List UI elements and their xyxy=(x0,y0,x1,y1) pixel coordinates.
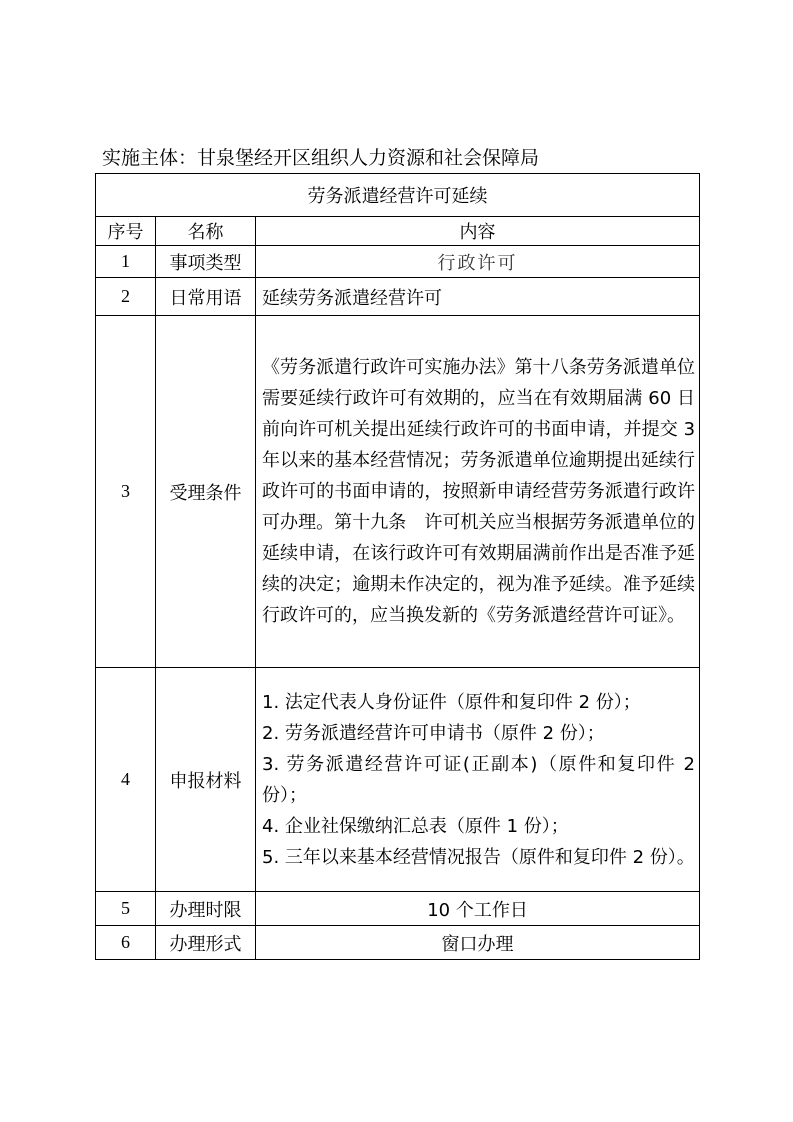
column-header-content: 内容 xyxy=(256,217,700,246)
row-number: 6 xyxy=(96,926,156,960)
table-header-row xyxy=(96,217,700,246)
table-title-row xyxy=(96,174,700,217)
common-term-value: 延续劳务派遣经营许可 xyxy=(256,278,700,316)
row-number: 5 xyxy=(96,892,156,926)
row-number: 4 xyxy=(96,668,156,892)
processing-time-value: 10 个工作日 xyxy=(256,892,700,926)
material-item: 5. 三年以来基本经营情况报告（原件和复印件 2 份）。 xyxy=(262,846,695,868)
item-type-value: 行政许可 xyxy=(256,246,700,278)
table-row xyxy=(96,668,700,892)
material-item: 1. 法定代表人身份证件（原件和复印件 2 份）； xyxy=(262,691,641,713)
material-item: 3. 劳务派遣经营许可证(正副本)（原件和复印件 2 份）； xyxy=(262,753,696,806)
row-name: 日常用语 xyxy=(156,278,256,316)
column-header-name: 名称 xyxy=(156,217,256,246)
table-row xyxy=(96,926,700,960)
row-name: 受理条件 xyxy=(156,316,256,668)
row-number: 3 xyxy=(96,316,156,668)
material-item: 4. 企业社保缴纳汇总表（原件 1 份）； xyxy=(262,815,569,837)
row-number: 2 xyxy=(96,278,156,316)
row-name: 申报材料 xyxy=(156,668,256,892)
column-header-no: 序号 xyxy=(96,217,156,246)
processing-form-value: 窗口办理 xyxy=(256,926,700,960)
service-item-table xyxy=(95,173,700,960)
row-number: 1 xyxy=(96,246,156,278)
table-row xyxy=(96,278,700,316)
application-materials-list xyxy=(256,668,700,892)
row-name: 办理时限 xyxy=(156,892,256,926)
row-name: 事项类型 xyxy=(156,246,256,278)
acceptance-conditions-text: 《劳务派遣行政许可实施办法》第十八条劳务派遣单位需要延续行政许可有效期的，应当在有效期届满 60 日前向许可机关提出延续行政许可的书面申请，并提交 3 年以来的基本经营情况；劳务派遣单位逾期提出延续行政许可的书面申请的，按照新申请经营劳务派遣行政许可办理。第十九条 许可机关应当根据劳务派遣单位的延续申请，在该行政许可有效期届满前作出是否准予延续的决定；逾期未作决定的，视为准予延续。准予延续行政许可的，应当换发新的《劳务派遣经营许可证》。 xyxy=(256,316,700,668)
implementing-body: 实施主体：甘泉堡经开区组织人力资源和社会保障局 xyxy=(102,147,540,169)
table-row xyxy=(96,246,700,278)
table-row xyxy=(96,316,700,668)
row-name: 办理形式 xyxy=(156,926,256,960)
table-title: 劳务派遣经营许可延续 xyxy=(96,174,700,217)
table-row xyxy=(96,892,700,926)
material-item: 2. 劳务派遣经营许可申请书（原件 2 份）； xyxy=(262,722,605,744)
